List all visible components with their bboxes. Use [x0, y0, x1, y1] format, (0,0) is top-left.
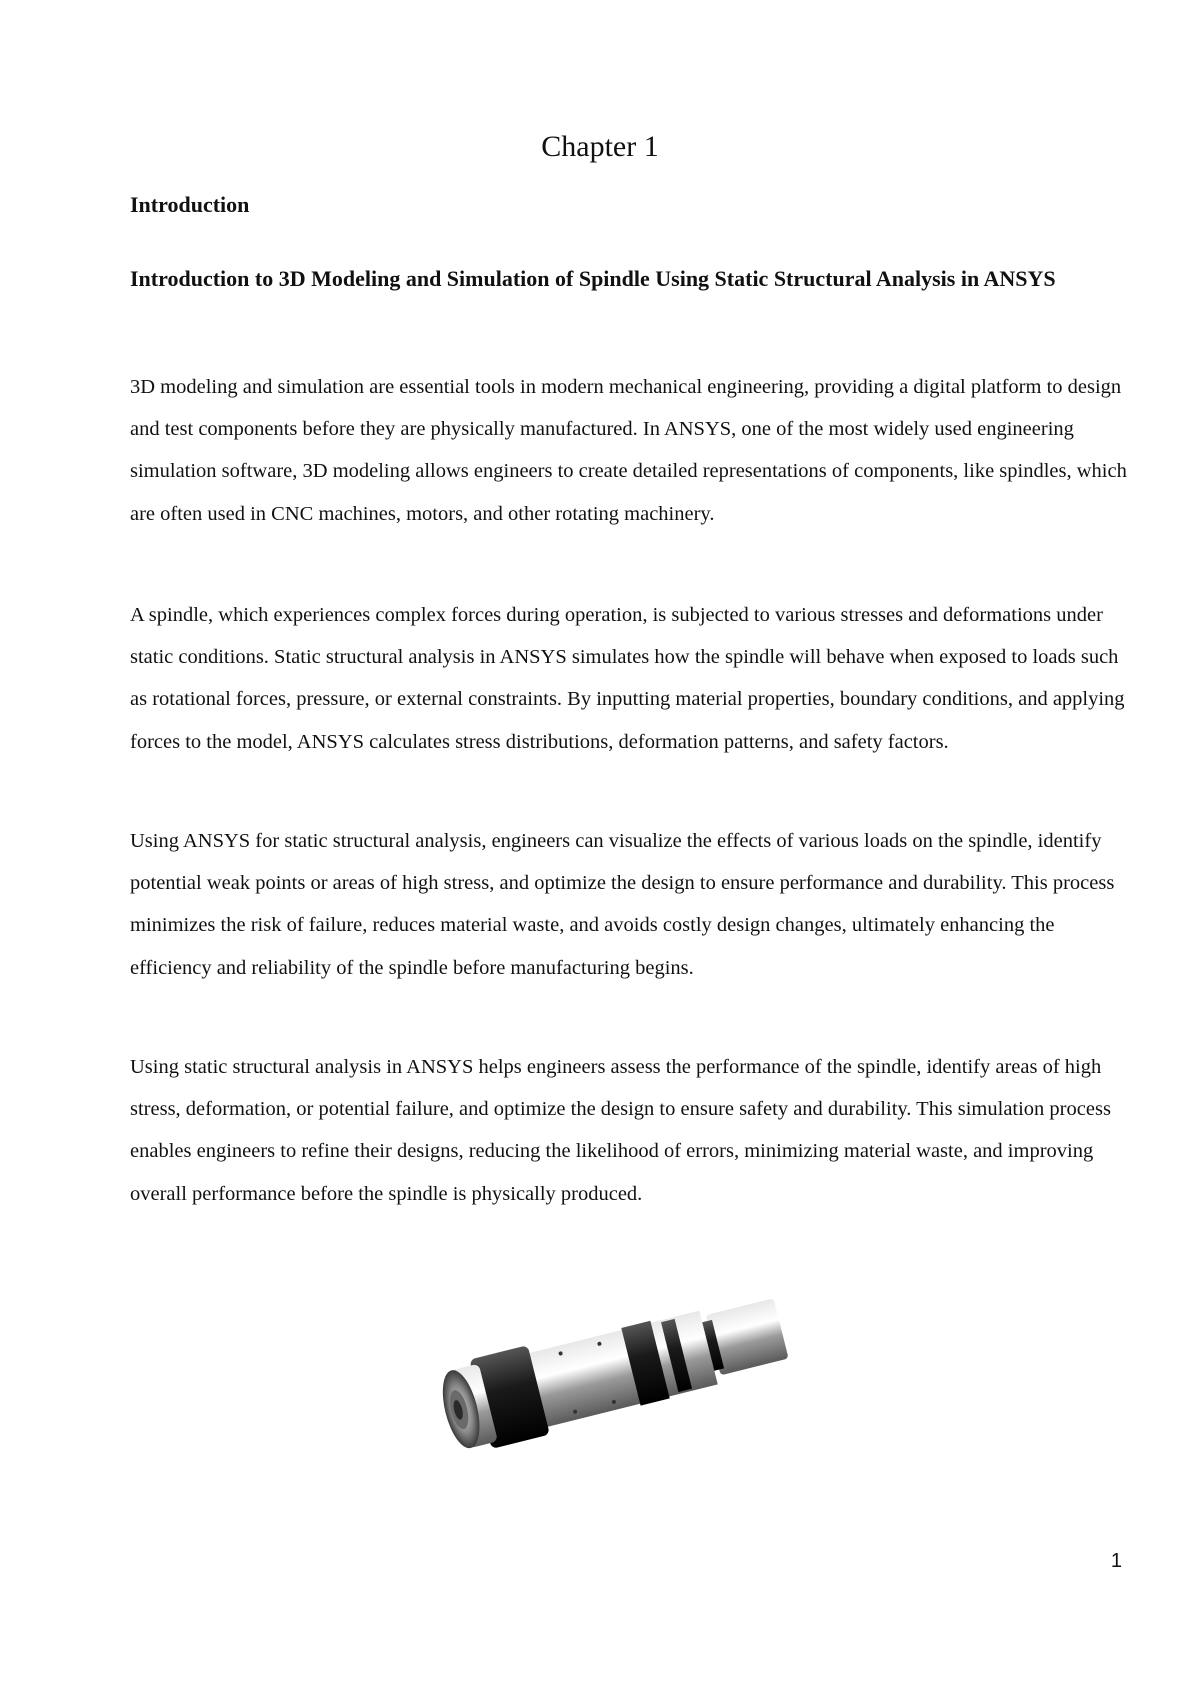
paragraph-2: A spindle, which experiences complex forces during operation, is subjected to various stresses and deformations under static conditions. Static structural analysis in ANSYS simulates how the spindle will behave when exposed to loads such as rotational forces, pressure, or external constraints. By inputting material properties, boundary conditions, and applying forces to the model, ANSYS calculates stress distributions, deformation patterns, and safety factors.: [130, 604, 1125, 753]
chapter-title: Chapter 1: [541, 130, 659, 163]
paragraph-1: 3D modeling and simulation are essential tools in modern mechanical engineering, providing a digital platform to design and test components before they are physically manufactured. In ANSYS, one of the most widely used engineering simulation software, 3D modeling allows engineers to create detailed representations of components, like spindles, which are often used in CNC machines, motors, and other rotating machinery.: [130, 376, 1127, 525]
paragraph-4: Using static structural analysis in ANSYS helps engineers assess the performance of the spindle, identify areas of high stress, deformation, or potential failure, and optimize the design to ensure safety and durability. This simulation process enables engineers to refine their designs, reducing the likelihood of errors, minimizing material waste, and improving overall performance before the spindle is physically produced.: [130, 1056, 1111, 1205]
section-heading: Introduction: [130, 192, 250, 217]
page-number: 1: [1110, 1550, 1122, 1572]
sub-heading: Introduction to 3D Modeling and Simulation of Spindle Using Static Structural Analysis in ANSYS: [130, 266, 1056, 291]
spindle-image: [420, 1290, 820, 1480]
paragraph-3: Using ANSYS for static structural analysis, engineers can visualize the effects of various loads on the spindle, identify potential weak points or areas of high stress, and optimize the design to ensure performance and durability. This process minimizes the risk of failure, reduces material waste, and avoids costly design changes, ultimately enhancing the efficiency and reliability of the spindle before manufacturing begins.: [130, 830, 1115, 979]
